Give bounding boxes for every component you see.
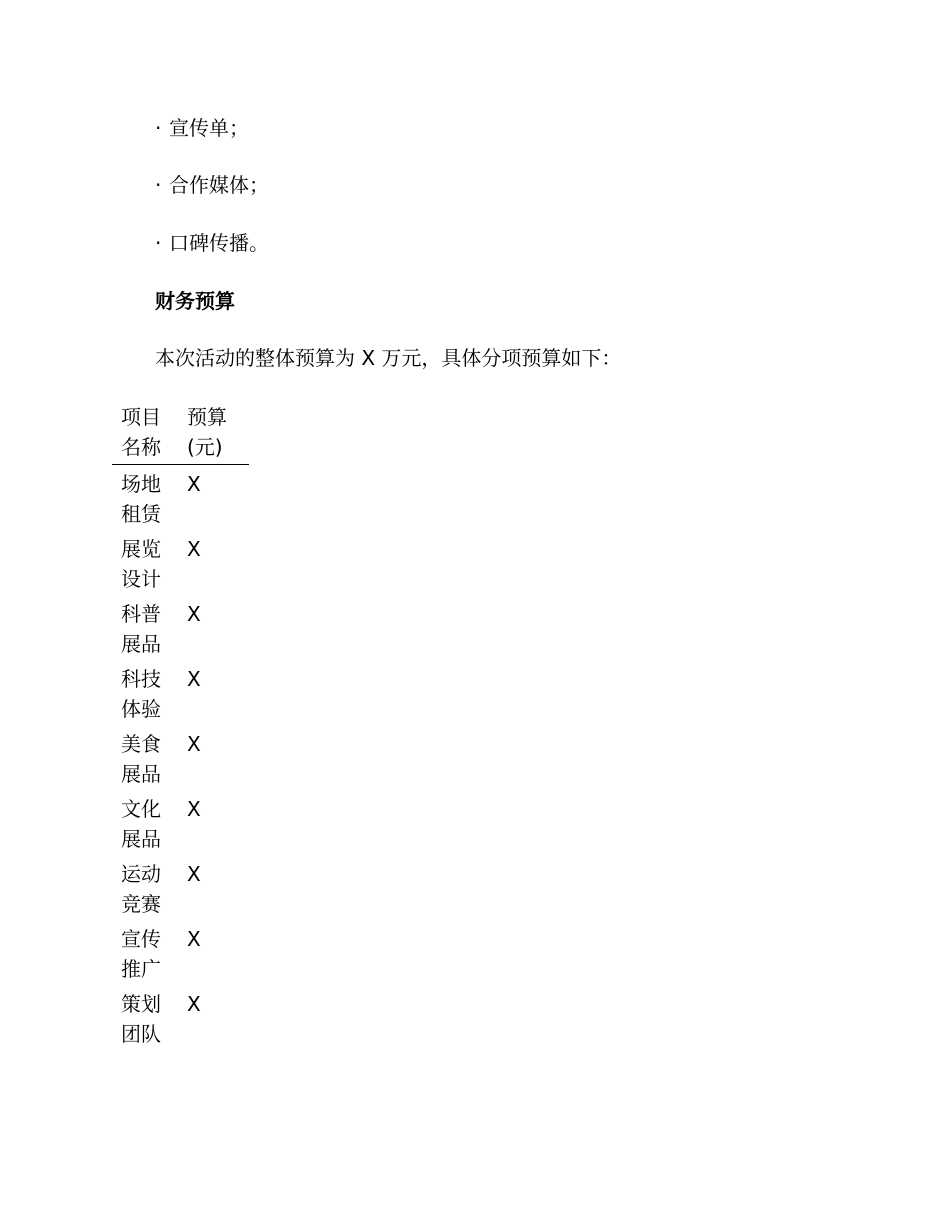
header-budget: 预算(元)	[187, 405, 227, 459]
bullet-marker: ·	[155, 231, 162, 255]
table-row	[112, 989, 249, 1054]
table-row	[112, 664, 249, 729]
bullet-marker: ·	[155, 116, 162, 140]
cell-item-name: 策划团队	[121, 992, 161, 1046]
cell-budget: X	[187, 732, 201, 756]
cell-item-name: 场地租赁	[121, 472, 161, 526]
cell-item-name: 展览设计	[121, 537, 161, 591]
bullet-text: 合作媒体；	[169, 173, 269, 197]
cell-budget: X	[187, 862, 201, 886]
bullet-item	[155, 229, 269, 257]
table-header-row	[112, 402, 249, 465]
cell-budget: X	[187, 992, 201, 1016]
cell-budget: X	[187, 602, 201, 626]
table-row	[112, 599, 249, 664]
cell-item-name: 科技体验	[121, 667, 161, 721]
cell-item-name: 美食展品	[121, 732, 161, 786]
cell-item-name: 宣传推广	[121, 927, 161, 981]
cell-item-name: 科普展品	[121, 602, 161, 656]
table-row	[112, 924, 249, 989]
bullet-text: 宣传单；	[169, 116, 249, 140]
bullet-text: 口碑传播。	[169, 231, 269, 255]
cell-budget: X	[187, 537, 201, 561]
table-row	[112, 859, 249, 924]
cell-budget: X	[187, 797, 201, 821]
table-row	[112, 534, 249, 599]
bullet-item	[155, 114, 249, 142]
intro-paragraph: 本次活动的整体预算为 X 万元，具体分项预算如下：	[155, 346, 622, 370]
bullet-marker: ·	[155, 173, 162, 197]
table-row	[112, 794, 249, 859]
header-item-name: 项目名称	[121, 405, 161, 459]
cell-budget: X	[187, 472, 201, 496]
cell-item-name: 文化展品	[121, 797, 161, 851]
table-row	[112, 465, 249, 535]
cell-budget: X	[187, 927, 201, 951]
table-row	[112, 729, 249, 794]
bullet-item	[155, 171, 269, 199]
cell-budget: X	[187, 667, 201, 691]
section-heading: 财务预算	[155, 289, 235, 313]
cell-item-name: 运动竞赛	[121, 862, 161, 916]
budget-table	[112, 402, 249, 1054]
